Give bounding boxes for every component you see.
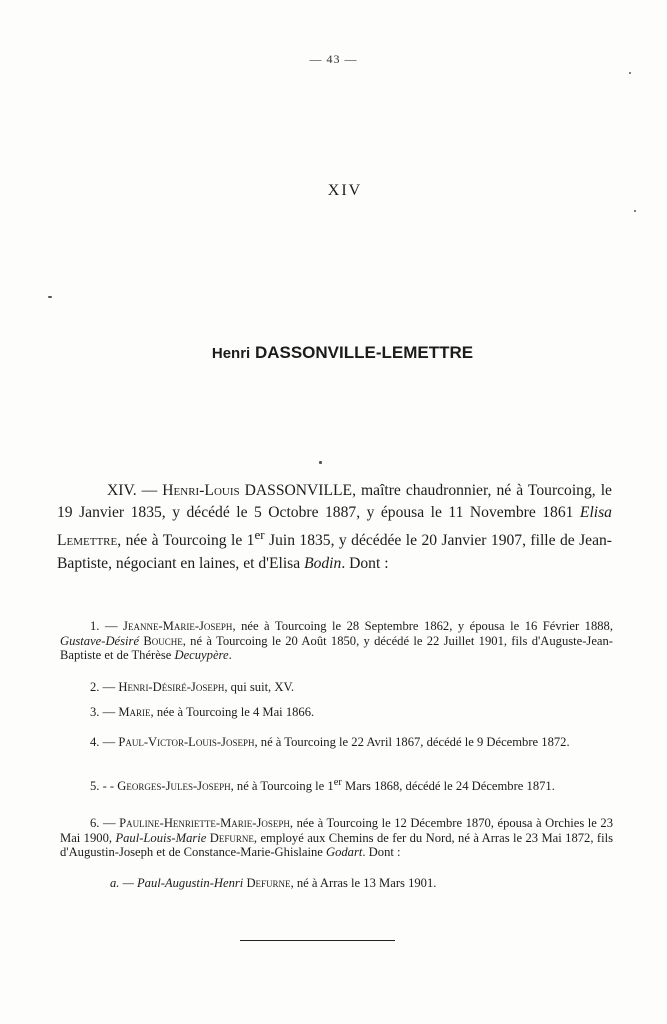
grandchild-letter: a. — xyxy=(110,876,134,890)
child-text-3: . xyxy=(228,648,232,663)
grandchild-text-1: , né à Arras le 13 Mars 1901. xyxy=(290,876,437,890)
grandchild-entry xyxy=(60,876,613,891)
child-entry-5 xyxy=(60,776,613,794)
main-entry-mother-surname: Bodin xyxy=(304,554,342,572)
main-entry-text-1: , maître chaudronnier, né à Tourcoing, le 19 Janvier 1835, y décédé le 5 Octobre 1887, y épousa le 11 Novembre 1861 xyxy=(57,482,612,522)
main-entry-text-3: . Dont : xyxy=(341,554,389,572)
main-entry-spouse-surname: Lemettre xyxy=(57,532,118,550)
child-mother-surname: Godart xyxy=(325,845,363,860)
scan-speck xyxy=(634,210,636,212)
page-number: — 43 — xyxy=(309,52,358,66)
scan-speck xyxy=(629,72,631,74)
child-entry-2 xyxy=(60,680,613,695)
scan-speck xyxy=(319,461,322,464)
child-number: 2. — xyxy=(90,680,116,694)
main-entry-surname: DASSONVILLE xyxy=(244,482,353,499)
child-name: Henri-Désiré-Joseph xyxy=(118,680,225,694)
scan-speck xyxy=(48,296,52,298)
child-mother-surname: Decuypère xyxy=(174,648,229,663)
child-entry-6 xyxy=(60,816,613,860)
child-text-1: , né à Tourcoing le 22 Avril 1867, décédé le 9 Décembre 1872. xyxy=(254,735,570,749)
child-text-1b-sup: er xyxy=(333,777,342,788)
child-name: Marie xyxy=(118,705,151,719)
child-text-1c: Mars 1868, décédé le 24 Décembre 1871. xyxy=(341,779,555,794)
child-name: Georges-Jules-Joseph xyxy=(117,779,231,794)
child-name: Paul-Victor-Louis-Joseph xyxy=(118,735,255,749)
child-text-2: , employé aux Chemins de fer du Nord, né à Arras le 23 Mai 1872, fils d'Augustin-Joseph et de Constance-Marie-Ghislaine xyxy=(60,830,613,860)
child-text-1: , né à Tourcoing le xyxy=(230,779,325,794)
chapter-title xyxy=(0,343,667,363)
child-name: Jeanne-Marie-Joseph xyxy=(123,619,233,633)
child-number: 3. — xyxy=(90,705,116,719)
child-number: 1. — xyxy=(90,619,118,633)
closing-rule xyxy=(240,940,395,941)
main-entry-number: XIV. — xyxy=(107,482,158,499)
child-number: 5. - - xyxy=(90,779,115,794)
child-text-1b: 1 xyxy=(327,779,334,794)
child-entry-3 xyxy=(60,705,613,720)
main-entry-forenames: Henri-Louis xyxy=(162,482,240,499)
chapter-title-forename: Henri xyxy=(211,345,251,362)
grandchild-forenames: Paul-Augustin-Henri xyxy=(136,876,244,890)
chapter-title-surname: DASSONVILLE-LEMETTRE xyxy=(254,343,474,362)
child-text-2: , né à Tourcoing le 20 Août 1850, y décédé le 22 Juillet 1901, fils d'Auguste-Jean-Baptiste et de Thérèse xyxy=(60,633,613,663)
child-spouse-forenames: Paul-Louis-Marie xyxy=(115,830,207,845)
child-text-3: . Dont : xyxy=(362,845,401,860)
main-entry-text-2: , née à Tourcoing le xyxy=(117,532,243,550)
child-spouse-surname: Defurne xyxy=(209,830,254,845)
child-number: 6. — xyxy=(90,816,116,830)
main-entry-text-2b-sup: er xyxy=(254,527,265,543)
child-text-1: , née à Tourcoing le 28 Septembre 1862, y épousa le 16 Février 1888, xyxy=(232,619,613,633)
child-entry-4 xyxy=(60,735,613,750)
main-entry-text-2c: Juin 1835, y décédée le 20 Janvier 1907, fille de Jean-Baptiste, négociant en laines, et d'Elisa xyxy=(57,532,612,572)
child-spouse-surname: Bouche xyxy=(143,633,183,648)
child-text-1: , qui suit, XV. xyxy=(224,680,295,694)
child-name: Pauline-Henriette-Marie-Joseph xyxy=(119,816,290,830)
grandchild-surname: Defurne xyxy=(246,876,291,890)
child-entry-1 xyxy=(60,619,613,663)
main-entry-text-2b: 1 xyxy=(246,532,255,550)
child-text-1: , née à Tourcoing le 4 Mai 1866. xyxy=(150,705,315,719)
chapter-number: XIV xyxy=(327,182,363,199)
child-text-1: , née à Tourcoing le 12 Décembre 1870, épousa à Orchies le 23 Mai 1900, xyxy=(60,816,614,845)
child-spouse-forenames: Gustave-Désiré xyxy=(60,633,140,648)
main-entry-spouse-forename: Elisa xyxy=(579,504,612,522)
child-number: 4. — xyxy=(90,735,116,749)
main-entry-paragraph xyxy=(57,480,612,575)
